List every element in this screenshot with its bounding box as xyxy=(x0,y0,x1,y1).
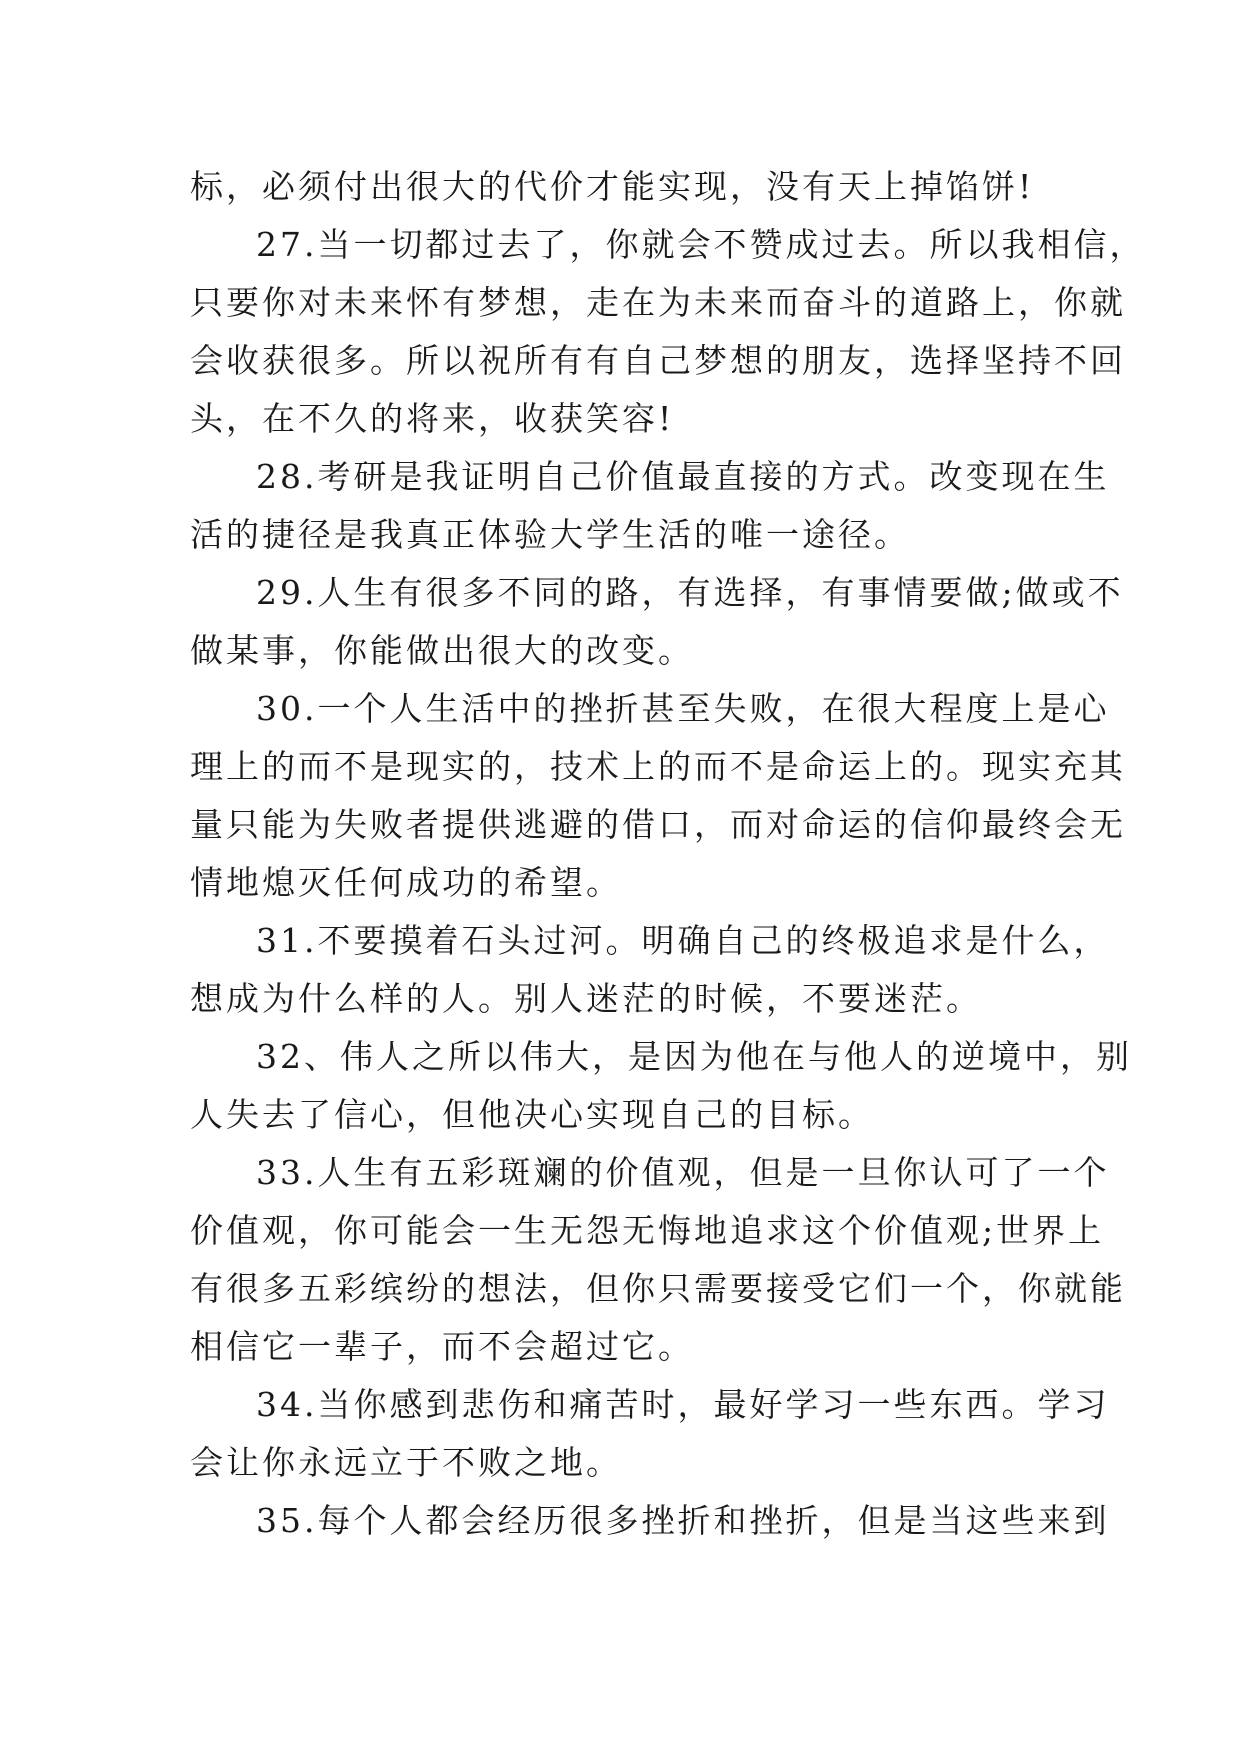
text-line: 29.人生有很多不同的路，有选择，有事情要做;做或不 xyxy=(256,573,1124,612)
text-line: 34.当你感到悲伤和痛苦时，最好学习一些东西。学习 xyxy=(256,1385,1110,1424)
text-line: 相信它一辈子，而不会超过它。 xyxy=(190,1327,694,1366)
text-line: 只要你对未来怀有梦想，走在为未来而奋斗的道路上，你就 xyxy=(190,283,1126,322)
text-line: 理上的而不是现实的，技术上的而不是命运上的。现实充其 xyxy=(190,747,1126,786)
text-line: 头，在不久的将来，收获笑容! xyxy=(190,399,675,438)
text-line: 有很多五彩缤纷的想法，但你只需要接受它们一个，你就能 xyxy=(190,1269,1126,1308)
document-body xyxy=(190,158,1146,1550)
text-line: 人失去了信心，但他决心实现自己的目标。 xyxy=(190,1095,874,1134)
text-line: 标，必须付出很大的代价才能实现，没有天上掉馅饼! xyxy=(190,167,1035,206)
text-line: 想成为什么样的人。别人迷茫的时候，不要迷茫。 xyxy=(190,979,982,1018)
text-line: 33.人生有五彩斑斓的价值观，但是一旦你认可了一个 xyxy=(256,1153,1110,1192)
text-line: 30.一个人生活中的挫折甚至失败，在很大程度上是心 xyxy=(256,689,1110,728)
text-line: 28.考研是我证明自己价值最直接的方式。改变现在生 xyxy=(256,457,1110,496)
text-line: 27.当一切都过去了，你就会不赞成过去。所以我相信， xyxy=(256,225,1146,264)
text-line: 32、伟人之所以伟大，是因为他在与他人的逆境中，别 xyxy=(256,1037,1132,1076)
text-line: 量只能为失败者提供逃避的借口，而对命运的信仰最终会无 xyxy=(190,805,1126,844)
text-line: 会收获很多。所以祝所有有自己梦想的朋友，选择坚持不回 xyxy=(190,341,1126,380)
text-line: 35.每个人都会经历很多挫折和挫折，但是当这些来到 xyxy=(256,1501,1110,1540)
text-line: 价值观，你可能会一生无怨无悔地追求这个价值观;世界上 xyxy=(190,1211,1105,1250)
text-line: 活的捷径是我真正体验大学生活的唯一途径。 xyxy=(190,515,910,554)
text-line: 做某事，你能做出很大的改变。 xyxy=(190,631,694,670)
text-line: 31.不要摸着石头过河。明确自己的终极追求是什么， xyxy=(256,921,1110,960)
text-line: 会让你永远立于不败之地。 xyxy=(190,1443,622,1482)
text-line: 情地熄灭任何成功的希望。 xyxy=(190,863,622,902)
